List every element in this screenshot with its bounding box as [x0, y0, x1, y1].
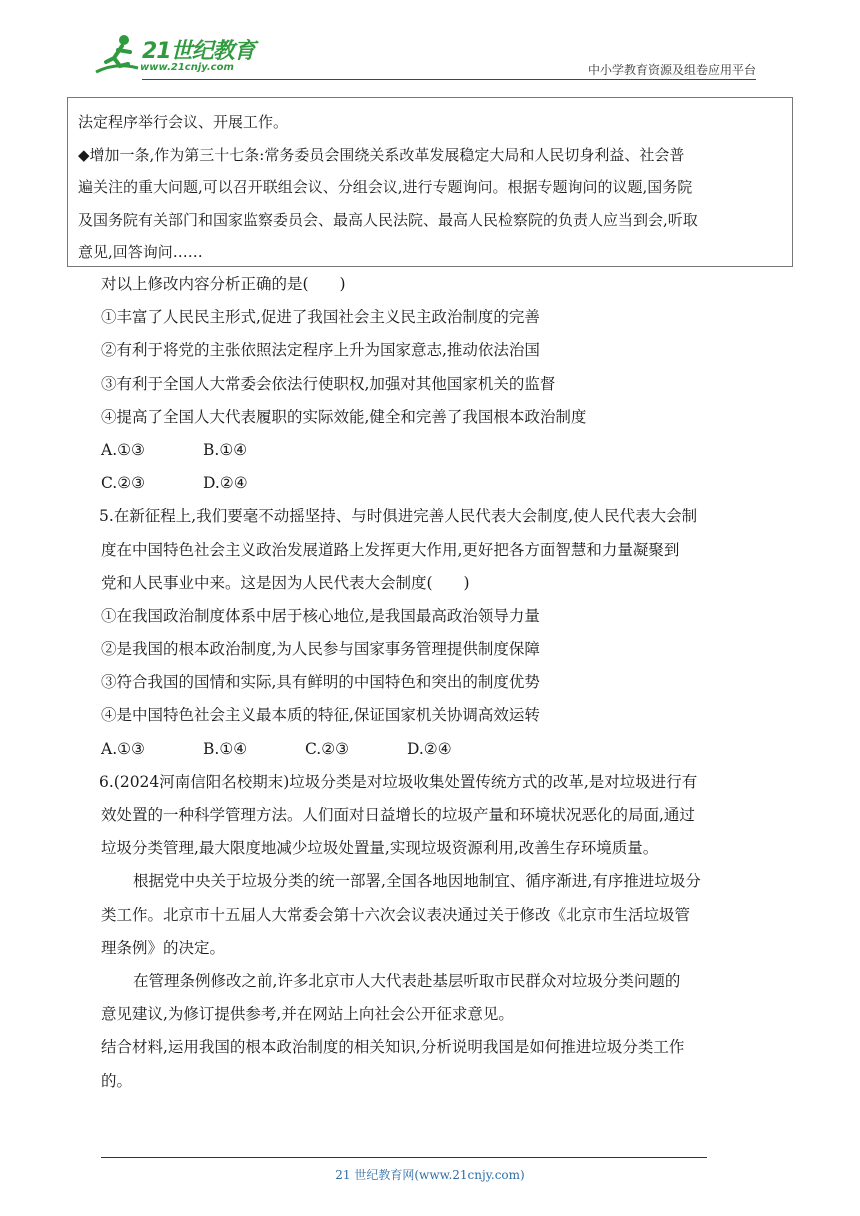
q4-stem: 对以上修改内容分析正确的是( ) — [101, 275, 346, 293]
runner-logo-icon — [92, 32, 140, 78]
option-c[interactable]: C.②③ — [305, 739, 350, 758]
footer-link[interactable]: 21 世纪教育网(www.21cnjy.com) — [335, 1168, 525, 1182]
footer-divider — [101, 1157, 707, 1158]
q5-item: ③符合我国的国情和实际,具有鲜明的中国特色和突出的制度优势 — [101, 673, 540, 692]
material-box — [67, 97, 793, 267]
q6-question: 的。 — [101, 1071, 133, 1090]
q4-item: ④提高了全国人大代表履职的实际效能,健全和完善了我国根本政治制度 — [101, 407, 587, 426]
option-d[interactable]: D.②④ — [203, 474, 248, 493]
q6-paragraph: 在管理条例修改之前,许多北京市人大代表赴基层听取市民群众对垃圾分类问题的 — [133, 971, 681, 990]
q6-question: 结合材料,运用我国的根本政治制度的相关知识,分析说明我国是如何推进垃圾分类工作 — [101, 1038, 685, 1057]
option-d[interactable]: D.②④ — [407, 739, 452, 758]
q5-stem: 党和人民事业中来。这是因为人民代表大会制度( ) — [101, 573, 470, 592]
option-b[interactable]: B.①④ — [203, 739, 248, 758]
option-c[interactable]: C.②③ — [101, 474, 146, 493]
q6-paragraph: 意见建议,为修订提供参考,并在网站上向社会公开征求意见。 — [101, 1005, 514, 1024]
q5-item: ②是我国的根本政治制度,为人民参与国家事务管理提供制度保障 — [101, 640, 540, 659]
box-line: 意见,回答询问…… — [78, 243, 203, 261]
box-line: ◆增加一条,作为第三十七条:常务委员会围绕关系改革发展稳定大局和人民切身利益、社会普 — [78, 145, 685, 164]
q4-options-row2 — [101, 467, 781, 500]
q6-paragraph: 类工作。北京市十五届人大常委会第十六次会议表决通过关于修改《北京市生活垃圾管 — [101, 905, 691, 924]
q6-stem: 垃圾分类管理,最大限度地减少垃圾处置量,实现垃圾资源利用,改善生存环境质量。 — [101, 839, 659, 858]
logo-url: www.21cnjy.com — [140, 62, 234, 73]
q5-options — [101, 733, 781, 766]
q4-item: ③有利于全国人大常委会依法行使职权,加强对其他国家机关的监督 — [101, 374, 556, 393]
q4-options-row1 — [101, 434, 781, 467]
q5-item: ①在我国政治制度体系中居于核心地位,是我国最高政治领导力量 — [101, 606, 540, 625]
q4-item: ②有利于将党的主张依照法定程序上升为国家意志,推动依法治国 — [101, 341, 540, 360]
option-a[interactable]: A.①③ — [101, 739, 145, 758]
q6-paragraph: 根据党中央关于垃圾分类的统一部署,全国各地因地制宜、循序渐进,有序推进垃圾分 — [133, 872, 701, 891]
page-header — [92, 30, 756, 80]
questions-body — [101, 268, 781, 1098]
q6-stem: 6.(2024河南信阳名校期末)垃圾分类是对垃圾收集处置传统方式的改革,是对垃圾进行有 — [99, 772, 698, 791]
option-b[interactable]: B.①④ — [203, 440, 248, 459]
q5-item: ④是中国特色社会主义最本质的特征,保证国家机关协调高效运转 — [101, 706, 540, 725]
q5-stem: 度在中国特色社会主义政治发展道路上发挥更大作用,更好把各方面智慧和力量凝聚到 — [101, 540, 680, 559]
box-line: 法定程序举行会议、开展工作。 — [78, 113, 289, 131]
option-a[interactable]: A.①③ — [101, 440, 145, 459]
q4-item: ①丰富了人民民主形式,促进了我国社会主义民主政治制度的完善 — [101, 308, 540, 327]
platform-name: 中小学教育资源及组卷应用平台 — [587, 63, 756, 77]
site-logo[interactable] — [92, 32, 262, 78]
logo-title: 21世纪教育 — [142, 39, 255, 64]
q6-stem: 效处置的一种科学管理方法。人们面对日益增长的垃圾产量和环境状况恶化的局面,通过 — [101, 806, 695, 824]
q5-stem: 5.在新征程上,我们要毫不动摇坚持、与时俱进完善人民代表大会制度,使人民代表大会制 — [99, 507, 698, 526]
box-line: 遍关注的重大问题,可以召开联组会议、分组会议,进行专题询问。根据专题询问的议题,国务院 — [78, 178, 693, 196]
q6-paragraph: 理条例》的决定。 — [101, 938, 226, 957]
box-line: 及国务院有关部门和国家监察委员会、最高人民法院、最高人民检察院的负责人应当到会,听取 — [78, 210, 698, 229]
header-divider — [142, 79, 756, 80]
